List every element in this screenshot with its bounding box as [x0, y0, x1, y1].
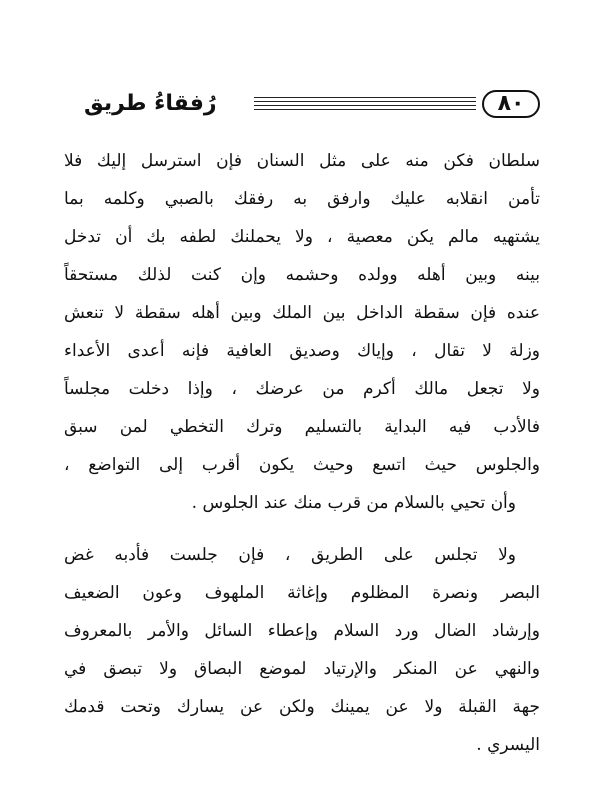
page-number: ٨٠ [482, 90, 540, 118]
text-line: ولا تجعل مالك أكرم من عرضك ، وإذا دخلت مجلساً [64, 379, 540, 399]
text-line: عنده فإن سقطة الداخل بين الملك وبين أهله سقطة لا تنعش [64, 303, 540, 323]
text-line: فالأدب فيه البداية بالتسليم وترك التخطي لمن سبق [64, 417, 540, 437]
header-decorative-rule [254, 97, 476, 111]
text-line: وأن تحيي بالسلام من قرب منك عند الجلوس . [191, 493, 516, 513]
text-line: وزلة لا تقال ، وإياك وصديق العافية فإنه أعدى الأعداء [64, 341, 540, 361]
text-line: يشتهيه مالم يكن معصية ، ولا يحملنك لطفه بك أن تدخل [64, 227, 540, 247]
paragraph-gap [64, 522, 540, 536]
running-title: رُفقاءُ طريق [84, 91, 217, 116]
text-line: ولا تجلس على الطريق ، فإن جلست فأدبه غض [64, 545, 516, 565]
text-line: جهة القبلة ولا عن يمينك ولكن عن يسارك وتحت قدمك [64, 697, 540, 717]
paragraph [64, 142, 540, 522]
text-line: اليسري . [476, 735, 540, 755]
text-line: والنهي عن المنكر والإرتياد لموضع البصاق ولا تبصق في [64, 659, 540, 679]
page-header [84, 88, 540, 124]
text-line: البصر ونصرة المظلوم وإغاثة الملهوف وعون الضعيف [64, 583, 540, 603]
text-line: سلطان فكن منه على مثل السنان فإن استرسل إليك فلا [64, 151, 540, 171]
text-line: والجلوس حيث اتسع وحيث يكون أقرب إلى التواضع ، [64, 455, 540, 475]
text-line: بينه وبين أهله وولده وحشمه وإن كنت لذلك مستحقاً [64, 265, 540, 285]
body-text [64, 142, 540, 764]
text-line: وإرشاد الضال ورد السلام وإعطاء السائل والأمر بالمعروف [64, 621, 540, 641]
text-line: تأمن انقلابه عليك وارفق به رفقك بالصبي وكلمه بما [64, 189, 540, 209]
paragraph [64, 536, 540, 764]
